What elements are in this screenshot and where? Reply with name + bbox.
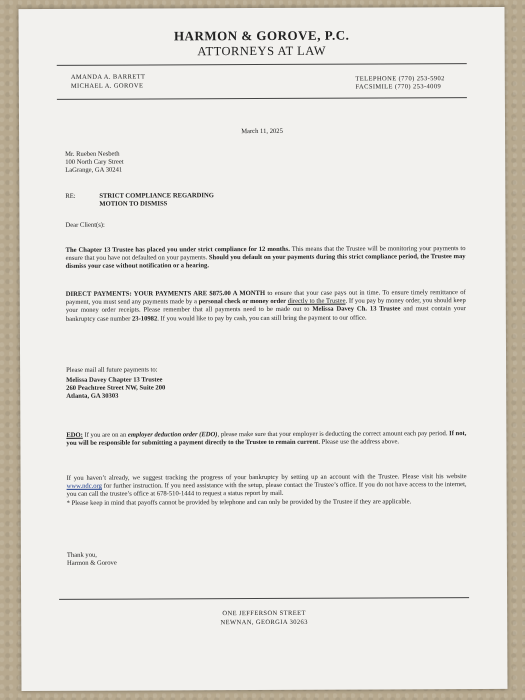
p1-body: This means that the Trustee will be monitoring your payments to ensure that you have not defaulted on your payments. <box>65 245 466 263</box>
footer-address <box>21 608 507 628</box>
firm-name: HARMON & GOROVE, P.C. <box>173 27 350 44</box>
p2-text: to ensure that your case pays out in time. To ensure timely remittance of payment, you must send any payments made by a <box>65 289 466 307</box>
p1-lead: The Chapter 13 Trustee has placed you under strict compliance for 12 months. <box>65 245 290 254</box>
paragraph-direct-payments <box>66 289 466 324</box>
re-line: MOTION TO DISMISS <box>99 200 168 208</box>
partner-names <box>71 73 146 91</box>
trustee-address-line: Atlanta, GA 30303 <box>66 393 119 401</box>
p2-method: personal check or money order <box>198 298 287 306</box>
p4-warning: If not, you will be responsible for submitting a payment directly to the Trustee to remain current <box>66 430 467 448</box>
mail-label: Please mail all future payments to: <box>66 366 158 374</box>
trustee-address <box>66 376 165 401</box>
closing-line: Thank you, <box>66 551 97 559</box>
paragraph-strict-compliance <box>66 245 466 271</box>
edo-label: EDO: <box>66 431 83 439</box>
case-number: 23-10982 <box>131 315 158 323</box>
re-line: STRICT COMPLIANCE REGARDING <box>99 192 214 200</box>
facsimile: FACSIMILE (770) 253-4009 <box>355 83 442 91</box>
closing-signature: Harmon & Gorove <box>66 559 117 568</box>
recipient-address <box>65 151 124 176</box>
partner-name: MICHAEL A. GOROVE <box>70 82 144 90</box>
salutation: Dear Client(s): <box>65 221 105 229</box>
p4-text: If you are on an <box>82 431 128 439</box>
p2-text-3: and must contain your bankruptcy case number <box>65 305 466 323</box>
p2-direct: directly to the Trustee <box>287 297 346 306</box>
footer-line: ONE JEFFERSON STREET <box>222 609 306 618</box>
trustee-website-link[interactable]: www.ndc.org <box>66 482 102 491</box>
edo-term: employer deduction order (EDO) <box>127 431 218 439</box>
footer-line: NEWNAN, GEORGIA 30263 <box>220 618 308 627</box>
header-divider-2 <box>57 97 467 100</box>
paragraph-edo <box>66 430 466 448</box>
firm-subtitle: ATTORNEYS AT LAW <box>197 43 327 59</box>
trustee-address-line: 260 Peachtree Street NW, Suite 200 <box>66 384 166 393</box>
recipient-line: 100 North Cary Street <box>65 158 124 167</box>
p2-payee: Melissa Davey Ch. 13 Trustee <box>312 305 401 314</box>
header-divider <box>57 63 467 66</box>
p5-text: If you haven’t already, we suggest tracking the progress of your bankruptcy by setting up an account with the Trustee. Please visit his website <box>66 473 467 482</box>
payoff-note: * Please keep in mind that payoffs cannot be provided by telephone and can only be provided by the Trustee if they are applicable. <box>66 497 412 507</box>
p5-text-2: for further instruction. If you need assistance with the setup, please contact the Trustee’s office. If you do not have access to the internet, you can call the trustee’s office at 678-510-1444 to request a status report by mail. <box>66 481 467 499</box>
trustee-address-line: Melissa Davey Chapter 13 Trustee <box>66 376 163 384</box>
p2-lead: DIRECT PAYMENTS: YOUR PAYMENTS ARE $875.00 A MONTH <box>65 289 266 298</box>
paragraph-tracking <box>67 473 467 508</box>
footer-divider <box>59 597 469 600</box>
re-label: RE: <box>65 192 76 200</box>
p2-text-2: . If you pay by money order, you should keep your money order receipts. Please remember that all payments need to be made out to <box>65 297 466 315</box>
p2-text-4: . If you would like to pay by cash, you can still bring the payment to our office. <box>157 314 367 323</box>
letter-page <box>19 7 508 691</box>
letter-date: March 11, 2025 <box>241 127 283 136</box>
telephone: TELEPHONE (770) 253-5902 <box>355 75 445 83</box>
p4-text-2: , please make sure that your employer is deducting the correct amount each pay period. <box>217 430 450 439</box>
p4-text-3: . Please use the address above. <box>318 438 400 446</box>
contact-numbers <box>355 75 444 91</box>
partner-name: AMANDA A. BARRETT <box>70 73 146 81</box>
p1-warning: Should you default on your payments during this strict compliance period, the Trustee may dismiss your case without notification or a hearing. <box>65 253 466 271</box>
recipient-line: Mr. Rueben Nesbeth <box>65 150 120 158</box>
closing <box>67 552 117 569</box>
recipient-line: LaGrange, GA 30241 <box>65 167 123 175</box>
re-subject <box>99 192 214 209</box>
